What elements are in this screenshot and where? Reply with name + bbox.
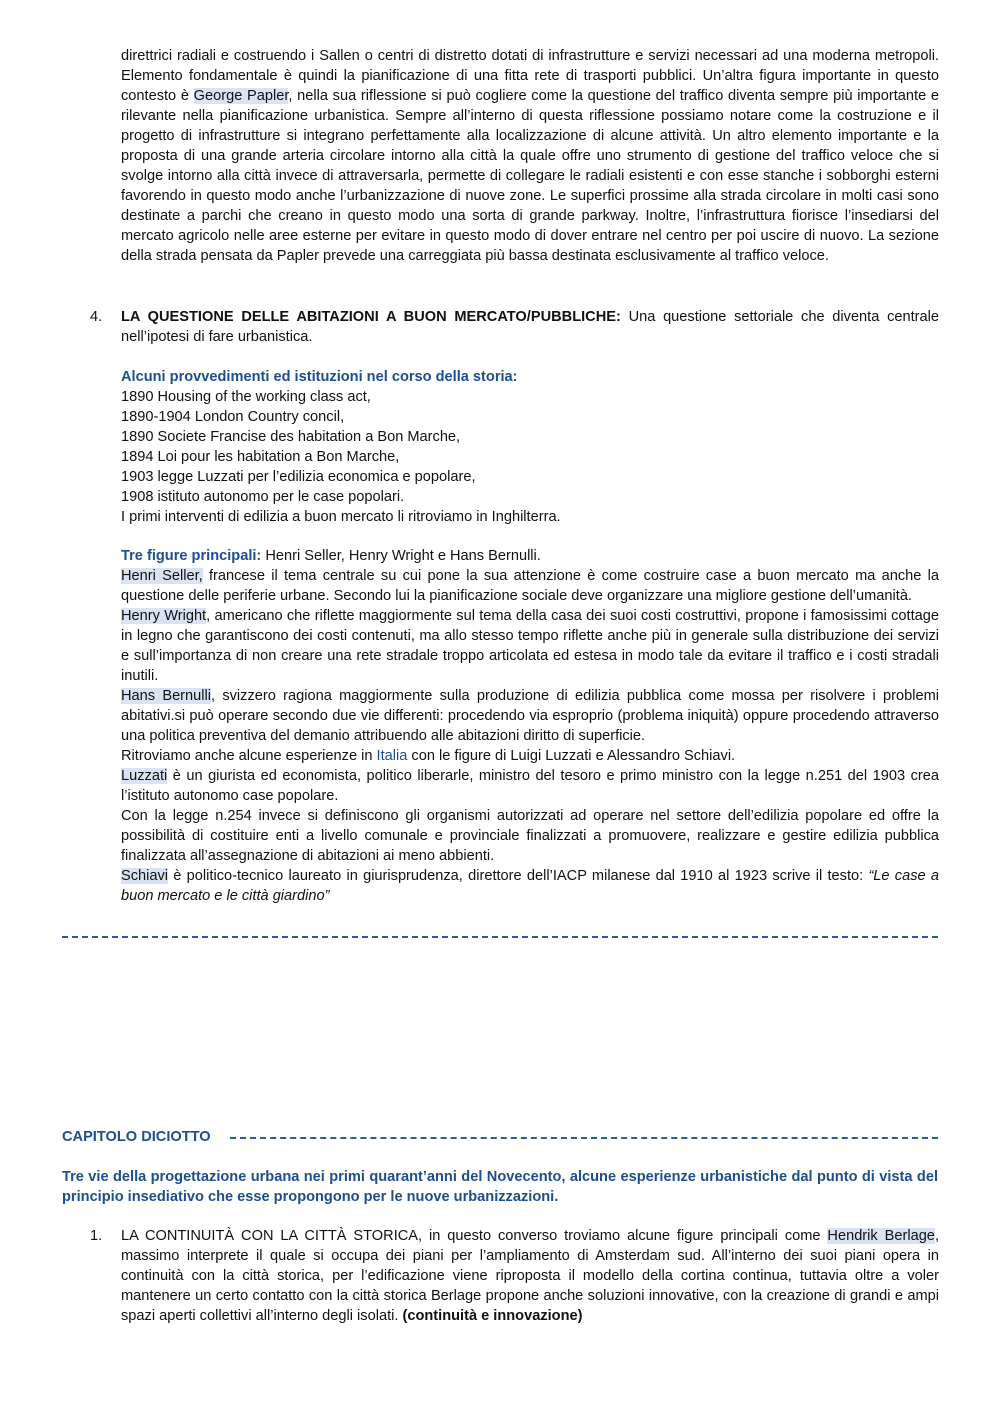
item-text: Una questione settoriale che diventa centrale nell’ipotesi di fare urbanistica. <box>121 309 939 345</box>
wright-paragraph <box>121 606 939 686</box>
luzzati-paragraph <box>121 766 939 806</box>
dashed-separator <box>62 936 938 938</box>
item-text: , massimo interprete il quale si occupa dei piani per l’ampliamento di Amsterdam sud. All’interno dei suoi piani opera in continuità con la città storica, per l’edificazione viene riproposta il modello della cortina continua, tuttavia oltre a voler mantenere un certo contatto con la città storica Berlage propone anche soluzioni innovative, con la creazione di grandi e ampi spazi aperti collettivi all’interno degli isolati. <box>121 1228 939 1324</box>
section-heading: Tre figure principali: <box>121 548 262 564</box>
figures-section <box>121 546 939 906</box>
paragraph-text: Ritroviamo anche alcune esperienze in <box>121 748 377 764</box>
highlighted-name-papler: George Papler <box>193 88 289 104</box>
paragraph-text: , americano che riflette maggiormente sul tema della casa dei suoi costi costruttivi, propone i famosissimi cottage in legno che garantiscono dei costi contenuti, ma allo stesso tempo riflette anche più in generale sulla distribuzione dei servizi e sull’importanza di non creare una rete stradale troppo articolata ed estesa in modo tale da evitare il traffico e i costi stradali inutili. <box>121 608 939 684</box>
list-item: 1903 legge Luzzati per l’edilizia economica e popolare, <box>121 469 476 485</box>
paragraph-text: con le figure di Luigi Luzzati e Alessandro Schiavi. <box>407 748 736 764</box>
list-item: 1890 Societe Francise des habitation a Bon Marche, <box>121 429 461 445</box>
paragraph-text: è politico-tecnico laureato in giurisprudenza, direttore dell’IACP milanese dal 1910 al 1923 scrive il testo: <box>168 868 869 884</box>
list-number: 4. <box>90 309 103 325</box>
highlighted-name-schiavi: Schiavi <box>121 868 169 884</box>
paragraph-text: direttrici radiali e costruendo i Sallen o centri di distretto dotati di infrastrutture e servizi necessari ad una moderna metropoli. Elemento fondamentale è quindi la pianificazione di una fitta rete di trasporti pubblici. Un’altra figura importante in questo contesto è <box>121 48 939 104</box>
chapter-intro: Tre vie della progettazione urbana nei primi quarant’anni del Novecento, alcune esperienze urbanistiche dal punto di vista del principio insediativo che esse propongono per le nuove urbanizzazioni. <box>62 1169 938 1205</box>
highlighted-name-seller: Henri Seller, <box>121 568 203 584</box>
schiavi-paragraph <box>121 866 939 906</box>
section-heading: Alcuni provvedimenti ed istituzioni nel corso della storia: <box>121 369 518 385</box>
bernulli-paragraph <box>121 686 939 746</box>
paragraph-text: è un giurista ed economista, politico liberarle, ministro del tesoro e primo ministro con la legge n.251 del 1903 crea l’istituto autonomo case popolare. <box>121 768 939 804</box>
seller-paragraph <box>121 566 939 606</box>
item-heading: LA QUESTIONE DELLE ABITAZIONI A BUON MERCATO/PUBBLICHE: <box>121 309 621 325</box>
italia-paragraph <box>121 746 939 766</box>
highlighted-name-berlage: Hendrik Berlage <box>827 1228 935 1244</box>
continuita-item <box>121 1226 939 1326</box>
chapter-title: CAPITOLO DICIOTTO <box>62 1129 211 1145</box>
traffic-paragraph <box>121 46 939 266</box>
highlighted-name-luzzati: Luzzati <box>121 768 168 784</box>
highlighted-name-wright: Henry Wright <box>121 608 207 624</box>
housing-item <box>121 307 939 347</box>
list-item: 1908 istituto autonomo per le case popolari. <box>121 489 405 505</box>
list-item: 1890-1904 London Country concil, <box>121 409 345 425</box>
list-item: I primi interventi di edilizia a buon mercato li ritroviamo in Inghilterra. <box>121 509 561 525</box>
item-bold-note: (continuità e innovazione) <box>402 1308 583 1324</box>
book-title-quote: “Le case a buon mercato e le città giardino” <box>121 868 939 904</box>
chapter-dashed-line <box>230 1137 938 1139</box>
paragraph-text: francese il tema centrale su cui pone la sua attenzione è come costruire case a buon mercato ma anche la questione delle periferie urbane. Secondo lui la pianificazione sociale deve organizzare una migliore gestione dell’umanità. <box>121 568 939 604</box>
heading-text: Henri Seller, Henry Wright e Hans Bernulli. <box>261 548 541 564</box>
legge-254-paragraph: Con la legge n.254 invece si definiscono gli organismi autorizzati ad operare nel settore dell’edilizia popolare ed offre la possibilità di costituire enti a livello comunale e provinciale finalizzati a promuovere, realizzare e gestire edilizia pubblica finalizzata all’assegnazione di abitazioni ai meno abbienti. <box>121 808 939 864</box>
italia-link-text: Italia <box>376 748 408 764</box>
item-text: LA CONTINUITÀ CON LA CITTÀ STORICA, in questo converso troviamo alcune figure principali come <box>121 1228 828 1244</box>
list-number: 1. <box>90 1228 103 1244</box>
list-item: 1890 Housing of the working class act, <box>121 389 371 405</box>
paragraph-text: , svizzero ragiona maggiormente sulla produzione di edilizia pubblica come mossa per risolvere i problemi abitativi.si può operare secondo due vie differenti: procedendo via esproprio (problema iniquità) oppure procedendo attraverso una politica preventiva del demanio attribuendo alle abitazioni diritto di superficie. <box>121 688 939 744</box>
provvedimenti-section <box>121 367 939 527</box>
chapter-heading-row <box>62 1127 938 1147</box>
highlighted-name-bernulli: Hans Bernulli <box>121 688 212 704</box>
figures-heading-line <box>121 546 939 566</box>
list-item: 1894 Loi pour les habitation a Bon Marche, <box>121 449 400 465</box>
paragraph-text: , nella sua riflessione si può cogliere come la questione del traffico diventa sempre più importante e rilevante nella pianificazione urbanistica. Sempre all’interno di questa riflessione possiamo notare come la costruzione e il progetto di infrastrutture si integrano perfettamente alla localizzazione di alcune attività. Un altro elemento importante e la proposta di una grande arteria circolare intorno alla città la quale offre uno strumento di gestione del traffico veloce che si svolge intorno alla città invece di attraversarla, permette di collegare le radiali esistenti e con esse stanche i sobborghi esterni favorendo in questo modo anche l’urbanizzazione di nuove zone. Le superfici prossime alla strada circolare in molti casi sono destinate a parchi che creano in questo modo una sorta di grande parkway. Inoltre, l’infrastruttura fiorisce l’insediarsi del mercato agricolo nelle aree esterne per evitare in questo modo di dover entrare nel centro per poi uscire di nuovo. La sezione della strada pensata da Papler prevede una carreggiata più bassa destinata esclusivamente al traffico veloce. <box>121 88 939 264</box>
